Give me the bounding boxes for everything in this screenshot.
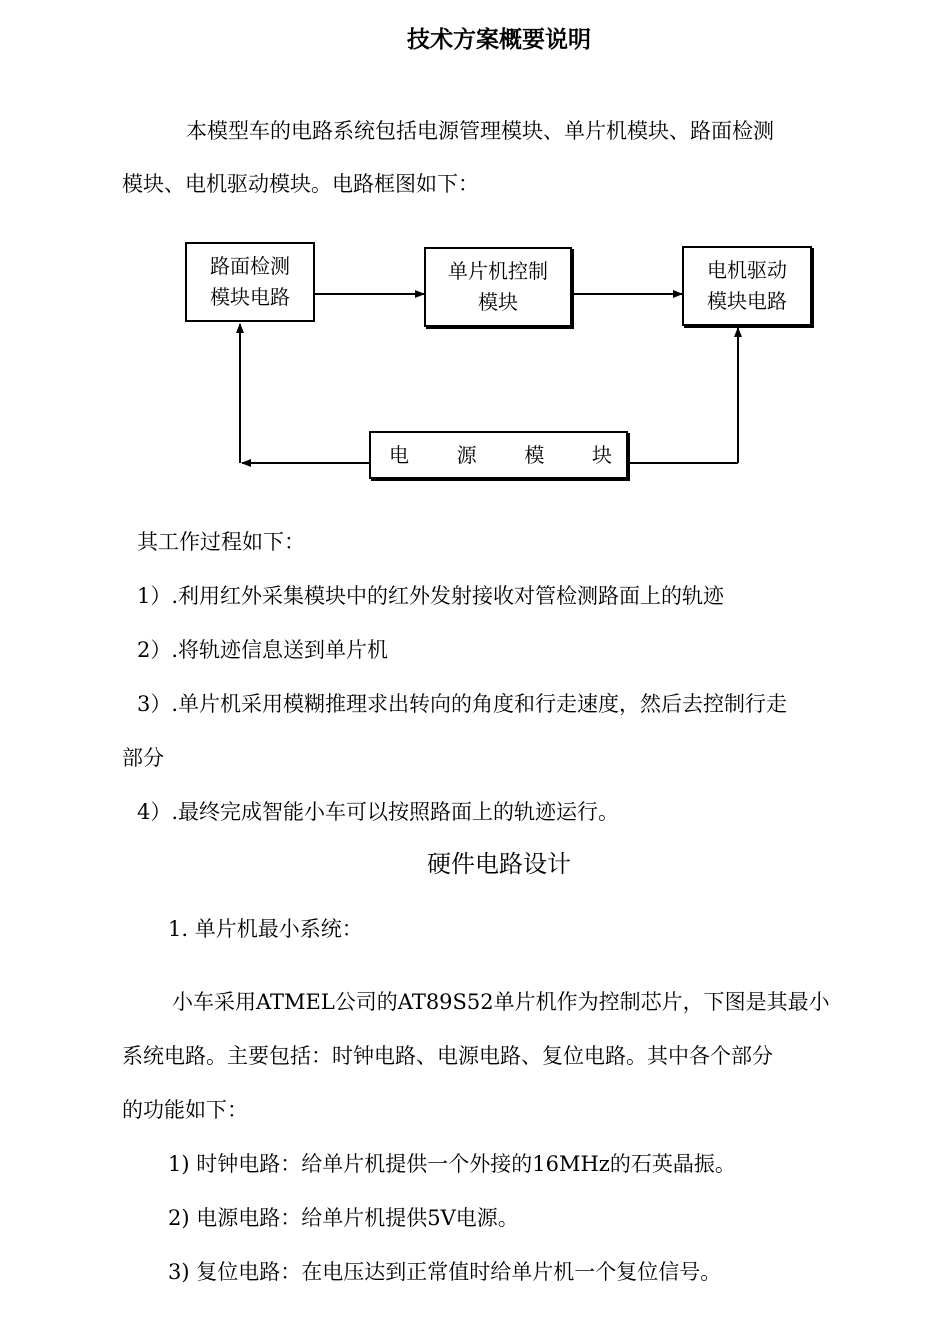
paragraph-1-line-3: 的功能如下： [122,1098,248,1122]
detect-module-box [185,242,315,322]
function-item-2: 2) 电源电路：给单片机提供5V电源。 [168,1206,519,1230]
function-item-3: 3) 复位电路：在电压达到正常值时给单片机一个复位信号。 [168,1260,722,1284]
step-3-line-1: 3）.单片机采用模糊推理求出转向的角度和行走速度，然后去控制行走 [137,692,788,716]
mcu-module-label: 单片机控制 模块 [448,259,548,314]
intro-line-1: 本模型车的电路系统包括电源管理模块、单片机模块、路面检测 [186,119,774,143]
intro-line-2: 模块、电机驱动模块。电路框图如下： [122,172,479,196]
hardware-section-title: 硬件电路设计 [427,850,571,878]
document-title: 技术方案概要说明 [407,27,591,53]
process-heading: 其工作过程如下： [137,530,305,554]
paragraph-1-line-1: 小车采用ATMEL公司的AT89S52单片机作为控制芯片，下图是其最小 [172,990,830,1014]
step-1: 1）.利用红外采集模块中的红外发射接收对管检测路面上的轨迹 [137,584,725,608]
motor-module-label: 电机驱动 模块电路 [707,258,787,313]
power-char-1: 电 [389,442,409,467]
step-3-line-2: 部分 [122,746,164,770]
power-module-box [369,431,628,479]
step-4: 4）.最终完成智能小车可以按照路面上的轨迹运行。 [137,800,620,824]
detect-module-label: 路面检测 模块电路 [210,254,290,309]
paragraph-1-line-2: 系统电路。主要包括：时钟电路、电源电路、复位电路。其中各个部分 [122,1044,773,1068]
power-char-3: 模 [524,442,545,467]
mcu-module-box [424,247,572,327]
section-1-heading: 1. 单片机最小系统： [168,917,363,941]
power-char-4: 块 [591,442,612,467]
step-2: 2）.将轨迹信息送到单片机 [137,638,389,662]
function-item-1: 1) 时钟电路：给单片机提供一个外接的16MHz的石英晶振。 [168,1152,736,1176]
power-char-2: 源 [456,442,477,467]
motor-module-box [682,246,812,326]
